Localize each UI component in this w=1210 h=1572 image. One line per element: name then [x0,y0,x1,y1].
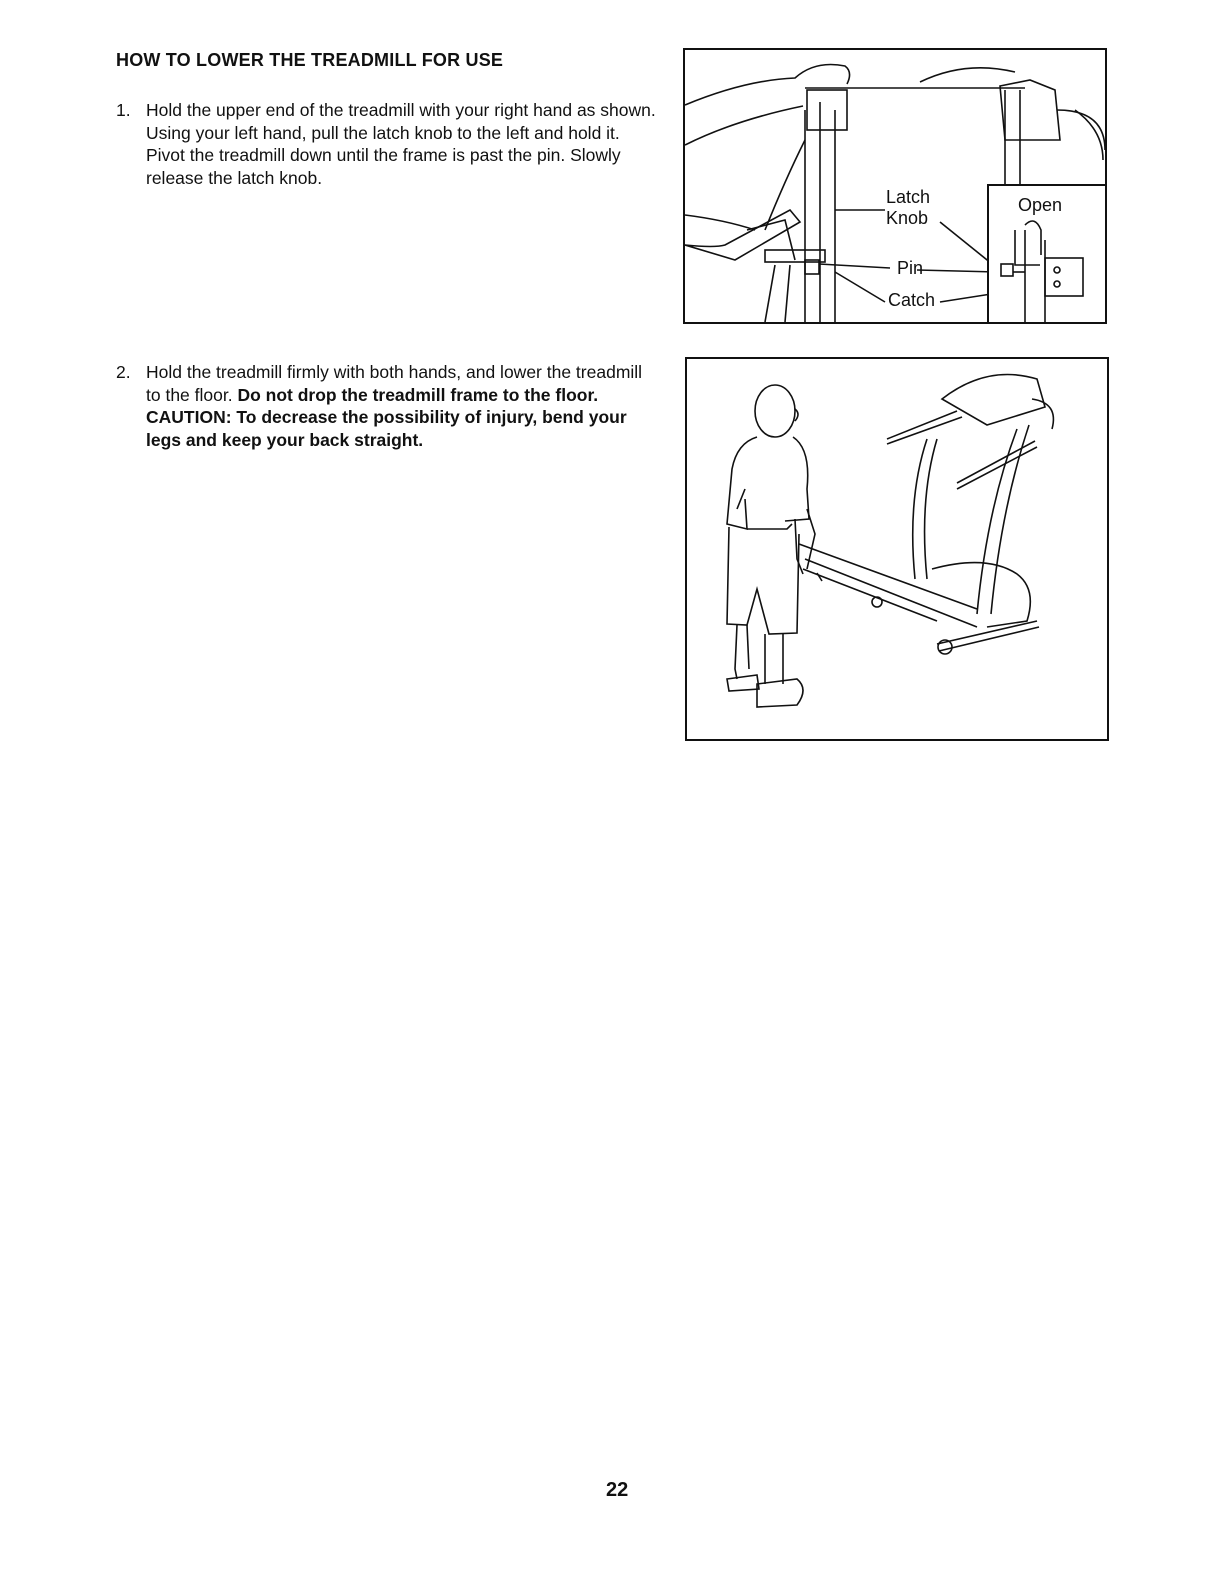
step-number: 1. [116,100,131,120]
section-heading: HOW TO LOWER THE TREADMILL FOR USE [116,50,504,70]
instruction-step-2 [116,361,656,451]
lowering-treadmill-illustration [685,357,1109,741]
page-number: 22 [606,1479,629,1501]
latch-knob-illustration [683,48,1107,324]
step-text-container [146,361,656,451]
pin-label: Pin [897,258,924,278]
inset-drawing [685,50,1105,322]
step-warning: Do not drop the treadmill frame to the floor. CAUTION: To decrease the possibility of injury, bend your legs and keep your back straight. [146,384,627,450]
instruction-step-1 [116,99,656,189]
step-text: Hold the upper end of the treadmill with your right hand as shown. Using your left hand, pull the latch knob to the left and hold it. Pivot the treadmill down until the frame is past the pin. Slowly release the latch knob. [146,100,656,188]
latch-knob-label: Latch Knob [886,187,931,228]
step-text: Hold the treadmill firmly with both hands, and lower the treadmill to the floor. [146,362,643,405]
step-number: 2. [116,362,131,382]
person-treadmill-drawing [687,359,1107,739]
open-label: Open [1018,195,1063,215]
catch-label: Catch [888,290,936,310]
